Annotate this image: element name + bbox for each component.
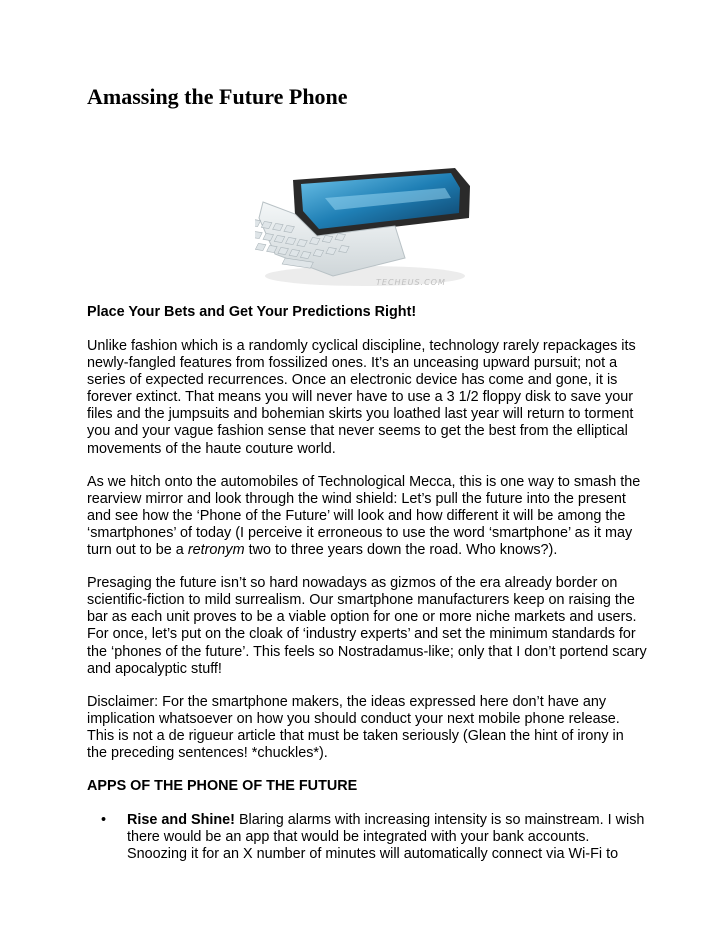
article-body (87, 304, 647, 863)
future-phone-image (255, 158, 475, 293)
paragraph-4: Disclaimer: For the smartphone makers, the ideas expressed here don’t have any implication whatsoever on how you should conduct your next mobile phone release. This is not a de rigueur article that must be taken seriously (Glean the hint of irony in the preceding sentences! *chuckles*). (87, 693, 624, 761)
image-watermark: TECHEUS.COM (376, 278, 446, 287)
paragraph-2-text-b: two to three years down the road. Who knows?). (244, 542, 558, 559)
list-item (101, 812, 647, 863)
paragraph-2-italic-term: retronym (187, 542, 245, 559)
paragraph-3: Presaging the future isn’t so hard nowadays as gizmos of the era already border on scientific-fiction to mild surrealism. Our smartphone manufacturers keep on raising the bar as each unit proves to be a viable option for one or more niche markets and users. For once, let’s put on the cloak of ‘industry experts’ and set the minimum standards for the ‘phones of the future’. This feels so Nostradamus-like; only that I don’t portend scary and apocalyptic stuff! (87, 575, 647, 677)
bullet-icon: • (101, 812, 107, 829)
paragraph-2-text-a: As we hitch onto the automobiles of Technological Mecca, this is one way to smash the rearview mirror and look through the wind shield: Let’s pull the future into the present and see how the ‘Phone of the Future’ will look and how different it will be among the ‘smartphones’ of today (I perceive it erroneous to use the word ‘smartphone’ as it may turn out to be a (87, 473, 641, 559)
paragraph-1: Unlike fashion which is a randomly cyclical discipline, technology rarely repackages its newly-fangled features from fossilized ones. It’s an unceasing upward pursuit; not a series of expected recurrences. Once an electronic device has come and gone, it is forever extinct. That means you will never have to use a 3 1/2 floppy disk to save your files and the jumpsuits and bohemian skirts you loathed last year will return to torment you and your vague fashion sense that never seems to get the best from the elliptical movements of the haute couture world. (87, 338, 636, 457)
apps-list (87, 812, 647, 863)
list-item-text: Blaring alarms with increasing intensity is so mainstream. I wish there would be an app that would be integrated with your bank accounts. Snoozing it for an X number of minutes will automatically connect via Wi-Fi to (127, 812, 645, 863)
section-heading: APPS OF THE PHONE OF THE FUTURE (87, 778, 358, 795)
list-item-lead: Rise and Shine! (127, 812, 235, 829)
paragraph-2 (87, 474, 647, 559)
article-subtitle: Place Your Bets and Get Your Predictions Right! (87, 304, 417, 320)
phone-illustration (255, 158, 475, 293)
document-title: Amassing the Future Phone (87, 84, 348, 109)
